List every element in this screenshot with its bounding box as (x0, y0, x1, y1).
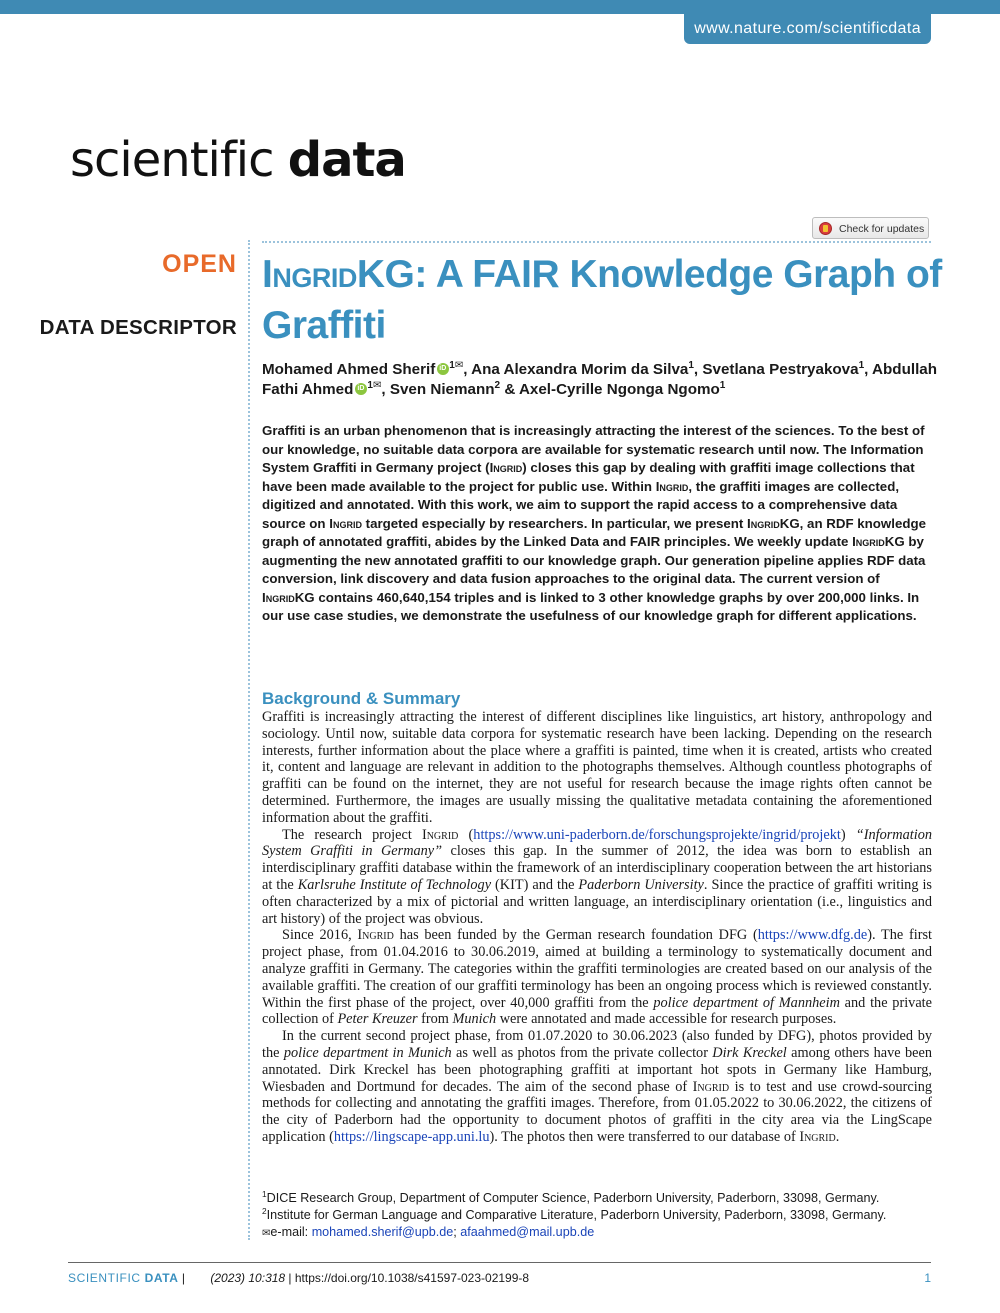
body-paragraph (262, 827, 932, 928)
journal-logo-bold: data (287, 132, 406, 188)
text-run: and the private collection of (262, 994, 932, 1028)
text-run: from (417, 1011, 453, 1028)
author-separator: , (693, 361, 703, 378)
smallcaps-text: Ingrid (357, 927, 394, 944)
text-run: . Since the practice of graffiti writing is often characterized by a mix of pictorial and written language, an interdisciplinary orientation (i.e., linguistics and art history) of the project was obvious. (262, 876, 932, 927)
journal-logo-light: scientific (70, 132, 274, 188)
author-name[interactable]: Abdullah Fathi Ahmed (262, 361, 938, 398)
footer-journal: SCIENTIFIC DATA (68, 1271, 179, 1285)
section-heading: Background & Summary (262, 689, 461, 708)
open-access-label: OPEN (162, 250, 237, 278)
smallcaps-text: Ingrid (852, 534, 885, 549)
page-number: 1 (924, 1271, 931, 1285)
italic-text: Dirk Kreckel (712, 1044, 787, 1061)
text-run: Since 2016, (282, 927, 358, 944)
affiliation-marker: 1 (719, 379, 726, 391)
affiliation-marker: 1✉ (449, 359, 464, 371)
footer-year-volume: (2023) 10:318 (210, 1271, 286, 1285)
text-run: ) closes this gap by dealing with graffiti image collections that have been made available to the project for public use. Within (262, 460, 915, 494)
footer-doi[interactable]: | https://doi.org/10.1038/s41597-023-02199-8 (285, 1271, 530, 1285)
check-for-updates-label: Check for updates (839, 223, 925, 235)
body-paragraph (262, 709, 932, 827)
article-type-label: DATA DESCRIPTOR (39, 316, 237, 339)
smallcaps-text: Ingrid (799, 1128, 836, 1145)
text-run: is to test and use crowd-sourcing methods for collecting and annotating the graffiti images. Therefore, from 01.05.2022 to 30.06.2022, the citizens of the city of Paderborn had the opportunity to document photos of graffiti in the city area via the LingScape application ( (262, 1078, 932, 1145)
orcid-icon[interactable] (437, 363, 449, 375)
italic-text: police department of Mannheim (653, 994, 840, 1011)
author-name[interactable]: Ana Alexandra Morim da Silva (471, 361, 689, 378)
smallcaps-text: Ingrid (421, 826, 459, 843)
top-color-bar (0, 0, 1000, 14)
affiliations (262, 1190, 932, 1242)
author-separator: , (864, 361, 873, 378)
text-run: , the graffiti images are collected, digitized and annotated. With this work, we aim to support the rapid access to a comprehensive data source on (262, 478, 900, 531)
article-title (262, 249, 952, 351)
text-run: The research project (282, 826, 422, 843)
text-run: has been funded by the German research foundation DFG ( (393, 927, 758, 944)
text-run: KG, an RDF knowledge graph of annotated graffiti, abides by the Linked Data and FAIR principles. We weekly update (262, 515, 926, 549)
title-rest: KG: A FAIR Knowledge Graph of Graffiti (262, 253, 942, 347)
text-run: ). The photos then were transferred to our database of (489, 1128, 800, 1145)
affiliation-marker: 1✉ (367, 379, 382, 391)
text-run: ( (458, 826, 474, 843)
body-paragraph (262, 1028, 932, 1146)
author-name[interactable]: Axel-Cyrille Ngonga Ngomo (518, 381, 720, 398)
orcid-icon[interactable] (355, 383, 367, 395)
check-for-updates-button[interactable] (812, 217, 929, 239)
email-link-1[interactable]: mohamed.sherif@upb.de (311, 1225, 454, 1239)
author-separator: , (381, 381, 390, 398)
envelope-icon: ✉ (262, 1228, 271, 1239)
author-list (262, 360, 942, 400)
abstract (262, 422, 927, 626)
text-run: (KIT) and the (491, 876, 579, 893)
smallcaps-text: Ingrid (692, 1078, 730, 1095)
url-link[interactable]: https://lingscape-app.uni.lu (333, 1128, 490, 1145)
email-link-2[interactable]: afaahmed@mail.upb.de (460, 1225, 595, 1239)
email-line: ✉e-mail: mohamed.sherif@upb.de; afaahmed@mail.upb.de (262, 1225, 595, 1239)
text-run: as well as photos from the private collector (451, 1044, 713, 1061)
smallcaps-text: Ingrid (655, 478, 689, 494)
crossmark-icon (819, 222, 832, 235)
italic-text: Paderborn University (578, 876, 704, 893)
affiliation-marker: 1 (688, 359, 694, 371)
affiliation-marker: 1 (858, 359, 865, 371)
text-run: KG contains 460,640,154 triples and is linked to 3 other knowledge graphs by over 200,000 links. In our use case studies, we demonstrate the usefulness of our knowledge graph for different applications. (262, 589, 920, 623)
author-name[interactable]: Svetlana Pestryakova (702, 361, 859, 378)
affiliation-1: $^1$DICE Research Group, Department of Computer Science, Paderborn University, Paderborn, 33098, Germany. (262, 1188, 880, 1205)
author-name[interactable]: Mohamed Ahmed Sherif (262, 361, 436, 378)
section-body (262, 709, 932, 1146)
footer-rule (68, 1262, 931, 1263)
text-run: . (835, 1128, 840, 1145)
italic-text: police department in Munich (283, 1044, 452, 1061)
text-run: among others have been annotated. Dirk Kreckel has been photographing graffiti at important hot spots in Germany like Hamburg, Wiesbaden and Dortmund for decades. The aim of the second phase of (262, 1044, 932, 1095)
text-run: closes this gap. In the summer of 2012, the idea was born to establish an interdisciplinary graffiti database within the framework of an interdisciplinary cooperation between the art historians at the (262, 843, 932, 893)
smallcaps-text: Ingrid (262, 589, 295, 605)
envelope-icon[interactable]: ✉ (373, 379, 382, 391)
title-divider (262, 241, 931, 243)
author-name[interactable]: Sven Niemann (389, 381, 495, 398)
smallcaps-text: Ingrid (489, 460, 523, 475)
margin-divider (248, 240, 250, 1240)
author-separator: , (463, 361, 472, 378)
italic-text: Karlsruhe Institute of Technology (297, 876, 492, 893)
journal-url-tab[interactable]: www.nature.com/scientificdata (684, 14, 931, 44)
text-run: KG by augmenting the new annotated graffiti to our knowledge graph. Our generation pipeline applies RDF data conversion, link discovery and data fusion approaches to the original data. The current version of (262, 534, 926, 586)
text-run: ). The first project phase, from 01.04.2016 to 30.06.2019, aimed at building a terminology to systematically document and analyze graffiti in Germany. The categories within the graffiti terminologies are created based on our analysis of the available graffiti. The creation of our graffiti terminology has been an ongoing process which is reviewed constantly. Within the first phase of the project, over 40,000 graffiti from the (262, 927, 932, 1011)
text-run: targeted especially by researchers. In particular, we present (361, 515, 748, 531)
italic-text: Munich (452, 1011, 497, 1028)
text-run: were annotated and made accessible for research purposes. (496, 1011, 837, 1028)
text-run: In the current second project phase, from 01.07.2020 to 30.06.2023 (also funded by DFG), photos provided by the (262, 1028, 932, 1061)
italic-text: Peter Kreuzer (337, 1011, 418, 1028)
author-separator: & (500, 381, 519, 398)
affiliation-2: $^2$Institute for German Language and Comparative Literature, Paderborn University, Paderborn, 33098, Germany. (262, 1205, 887, 1222)
smallcaps-text: Ingrid (747, 515, 780, 531)
italic-text: “Information System Graffiti in Germany” (262, 826, 933, 860)
text-run: Graffiti is an urban phenomenon that is increasingly attracting the interest of the sciences. To the best of our knowledge, no suitable data corpora are available for systematic research until now. The Information System Graffiti in Germany project ( (262, 423, 925, 475)
envelope-icon[interactable]: ✉ (454, 359, 464, 371)
text-run: Graffiti is increasingly attracting the interest of different disciplines like linguistics, art history, anthropology and sociology. Until now, suitable data corpora for systematic research have been lacking. Depending on the research interests, further information about the place where a graffiti is painted, time when it is created, artists who created it, content and language are relevant in addition to the photographs themselves. Although countless photographs of graffiti can be found on the internet, they are not useful for research because the image rights often cannot be determined. Furthermore, the images are usually missing the qualitative metadata containing the aforementioned information about the graffiti. (262, 709, 932, 826)
title-smallcaps: Ingrid (262, 253, 357, 296)
body-paragraph (262, 927, 932, 1028)
text-run: ) (840, 826, 856, 843)
affiliation-marker: 2 (494, 379, 501, 391)
page-footer: SCIENTIFIC DATA | (2023) 10:318 | https://doi.org/10.1038/s41597-023-02199-8 1 (68, 1271, 931, 1285)
smallcaps-text: Ingrid (329, 515, 362, 531)
url-link[interactable]: https://www.uni-paderborn.de/forschungsprojekte/ingrid/projekt (473, 826, 841, 843)
journal-logo (70, 128, 406, 192)
url-link[interactable]: https://www.dfg.de (757, 927, 868, 944)
